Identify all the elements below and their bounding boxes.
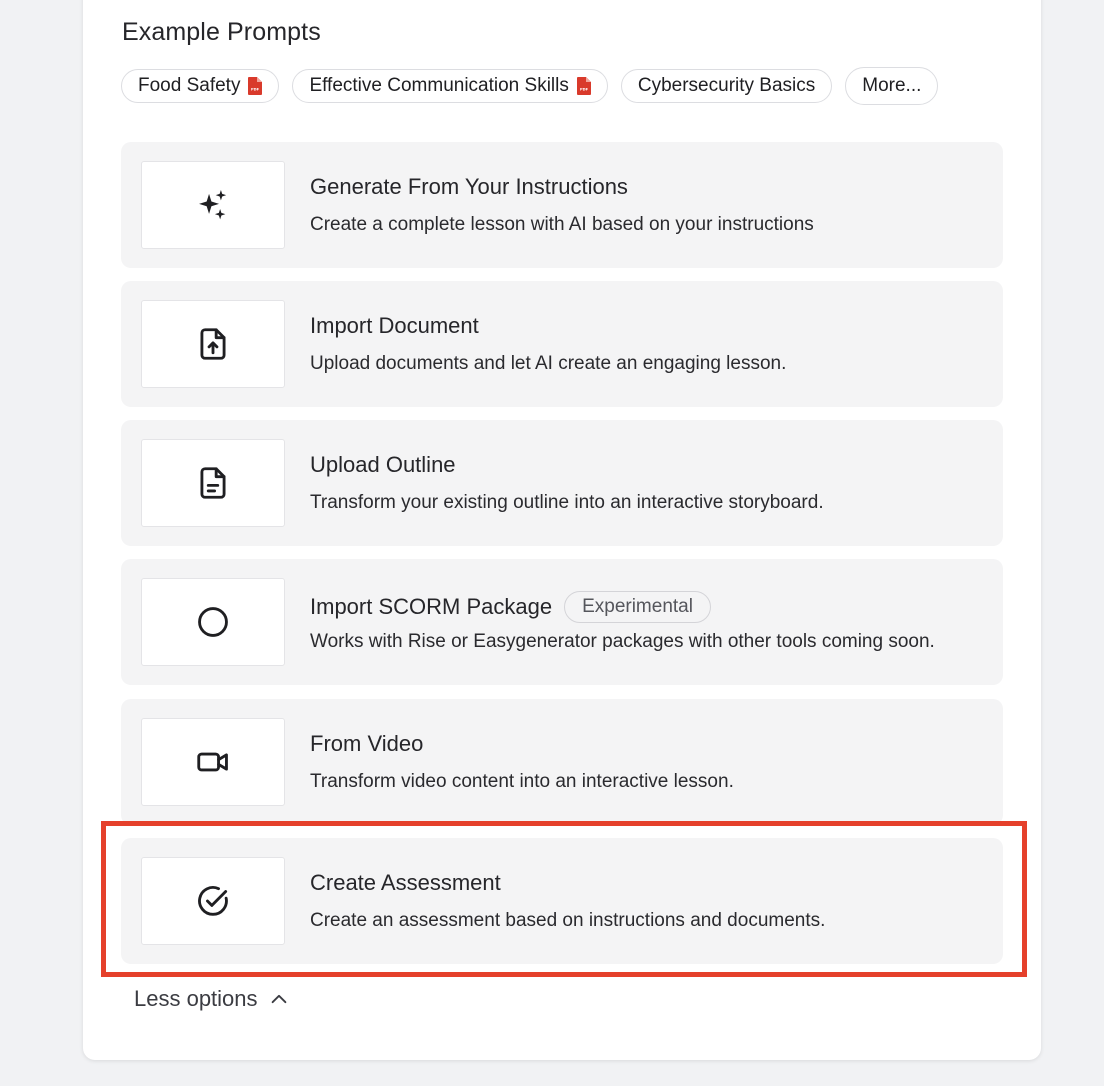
option-icon-box — [141, 439, 285, 527]
option-icon-box — [141, 161, 285, 249]
option-import-scorm-package[interactable] — [121, 559, 1003, 685]
less-options-toggle[interactable] — [134, 986, 290, 1012]
option-title: Import Document — [310, 313, 479, 338]
option-title-row — [310, 174, 628, 200]
option-from-video[interactable] — [121, 699, 1003, 825]
option-icon-box — [141, 857, 285, 945]
chip-cybersecurity-basics[interactable] — [621, 69, 832, 103]
option-generate-from-instructions[interactable] — [121, 142, 1003, 268]
chip-more-button[interactable] — [845, 67, 938, 105]
option-description: Upload documents and let AI create an engaging lesson. — [310, 353, 787, 374]
example-prompt-chips — [121, 67, 938, 105]
option-description: Transform video content into an interactive lesson. — [310, 771, 734, 792]
option-description: Create a complete lesson with AI based on your instructions — [310, 214, 814, 235]
option-title: Generate From Your Instructions — [310, 174, 628, 199]
file-text-icon — [194, 464, 232, 502]
option-title: Import SCORM Package — [310, 594, 553, 619]
circle-icon — [194, 603, 232, 641]
option-upload-outline[interactable] — [121, 420, 1003, 546]
option-description: Transform your existing outline into an interactive storyboard. — [310, 492, 824, 513]
chip-label: Cybersecurity Basics — [637, 75, 816, 96]
chip-food-safety[interactable] — [121, 69, 279, 103]
chip-label: Food Safety — [138, 75, 241, 96]
option-title: From Video — [310, 731, 424, 756]
video-camera-icon — [194, 743, 232, 781]
pdf-badge-text: PDF — [251, 87, 260, 92]
option-import-document[interactable] — [121, 281, 1003, 407]
pdf-file-icon — [248, 77, 262, 95]
sparkles-icon — [194, 186, 232, 224]
option-icon-box — [141, 578, 285, 666]
option-title-row — [310, 452, 456, 478]
option-title: Create Assessment — [310, 870, 501, 895]
option-icon-box — [141, 718, 285, 806]
experimental-badge: Experimental — [564, 591, 711, 623]
chip-label: Effective Communication Skills — [309, 75, 569, 96]
section-title: Example Prompts — [122, 18, 321, 46]
chevron-up-icon — [268, 988, 290, 1010]
option-title-row — [310, 731, 423, 757]
file-upload-icon — [194, 325, 232, 363]
check-circle-icon — [194, 882, 232, 920]
less-options-label: Less options — [134, 986, 258, 1011]
option-description: Create an assessment based on instructions and documents. — [310, 910, 826, 931]
option-title-row — [310, 870, 501, 896]
chip-label: More... — [862, 75, 922, 96]
option-icon-box — [141, 300, 285, 388]
option-title: Upload Outline — [310, 452, 456, 477]
option-create-assessment[interactable] — [121, 838, 1003, 964]
option-title-row — [310, 313, 479, 339]
chip-effective-communication-skills[interactable] — [292, 69, 607, 103]
option-description: Works with Rise or Easygenerator packages with other tools coming soon. — [310, 631, 935, 652]
option-title-row — [310, 591, 711, 623]
pdf-file-icon — [577, 77, 591, 95]
pdf-badge-text: PDF — [579, 87, 588, 92]
